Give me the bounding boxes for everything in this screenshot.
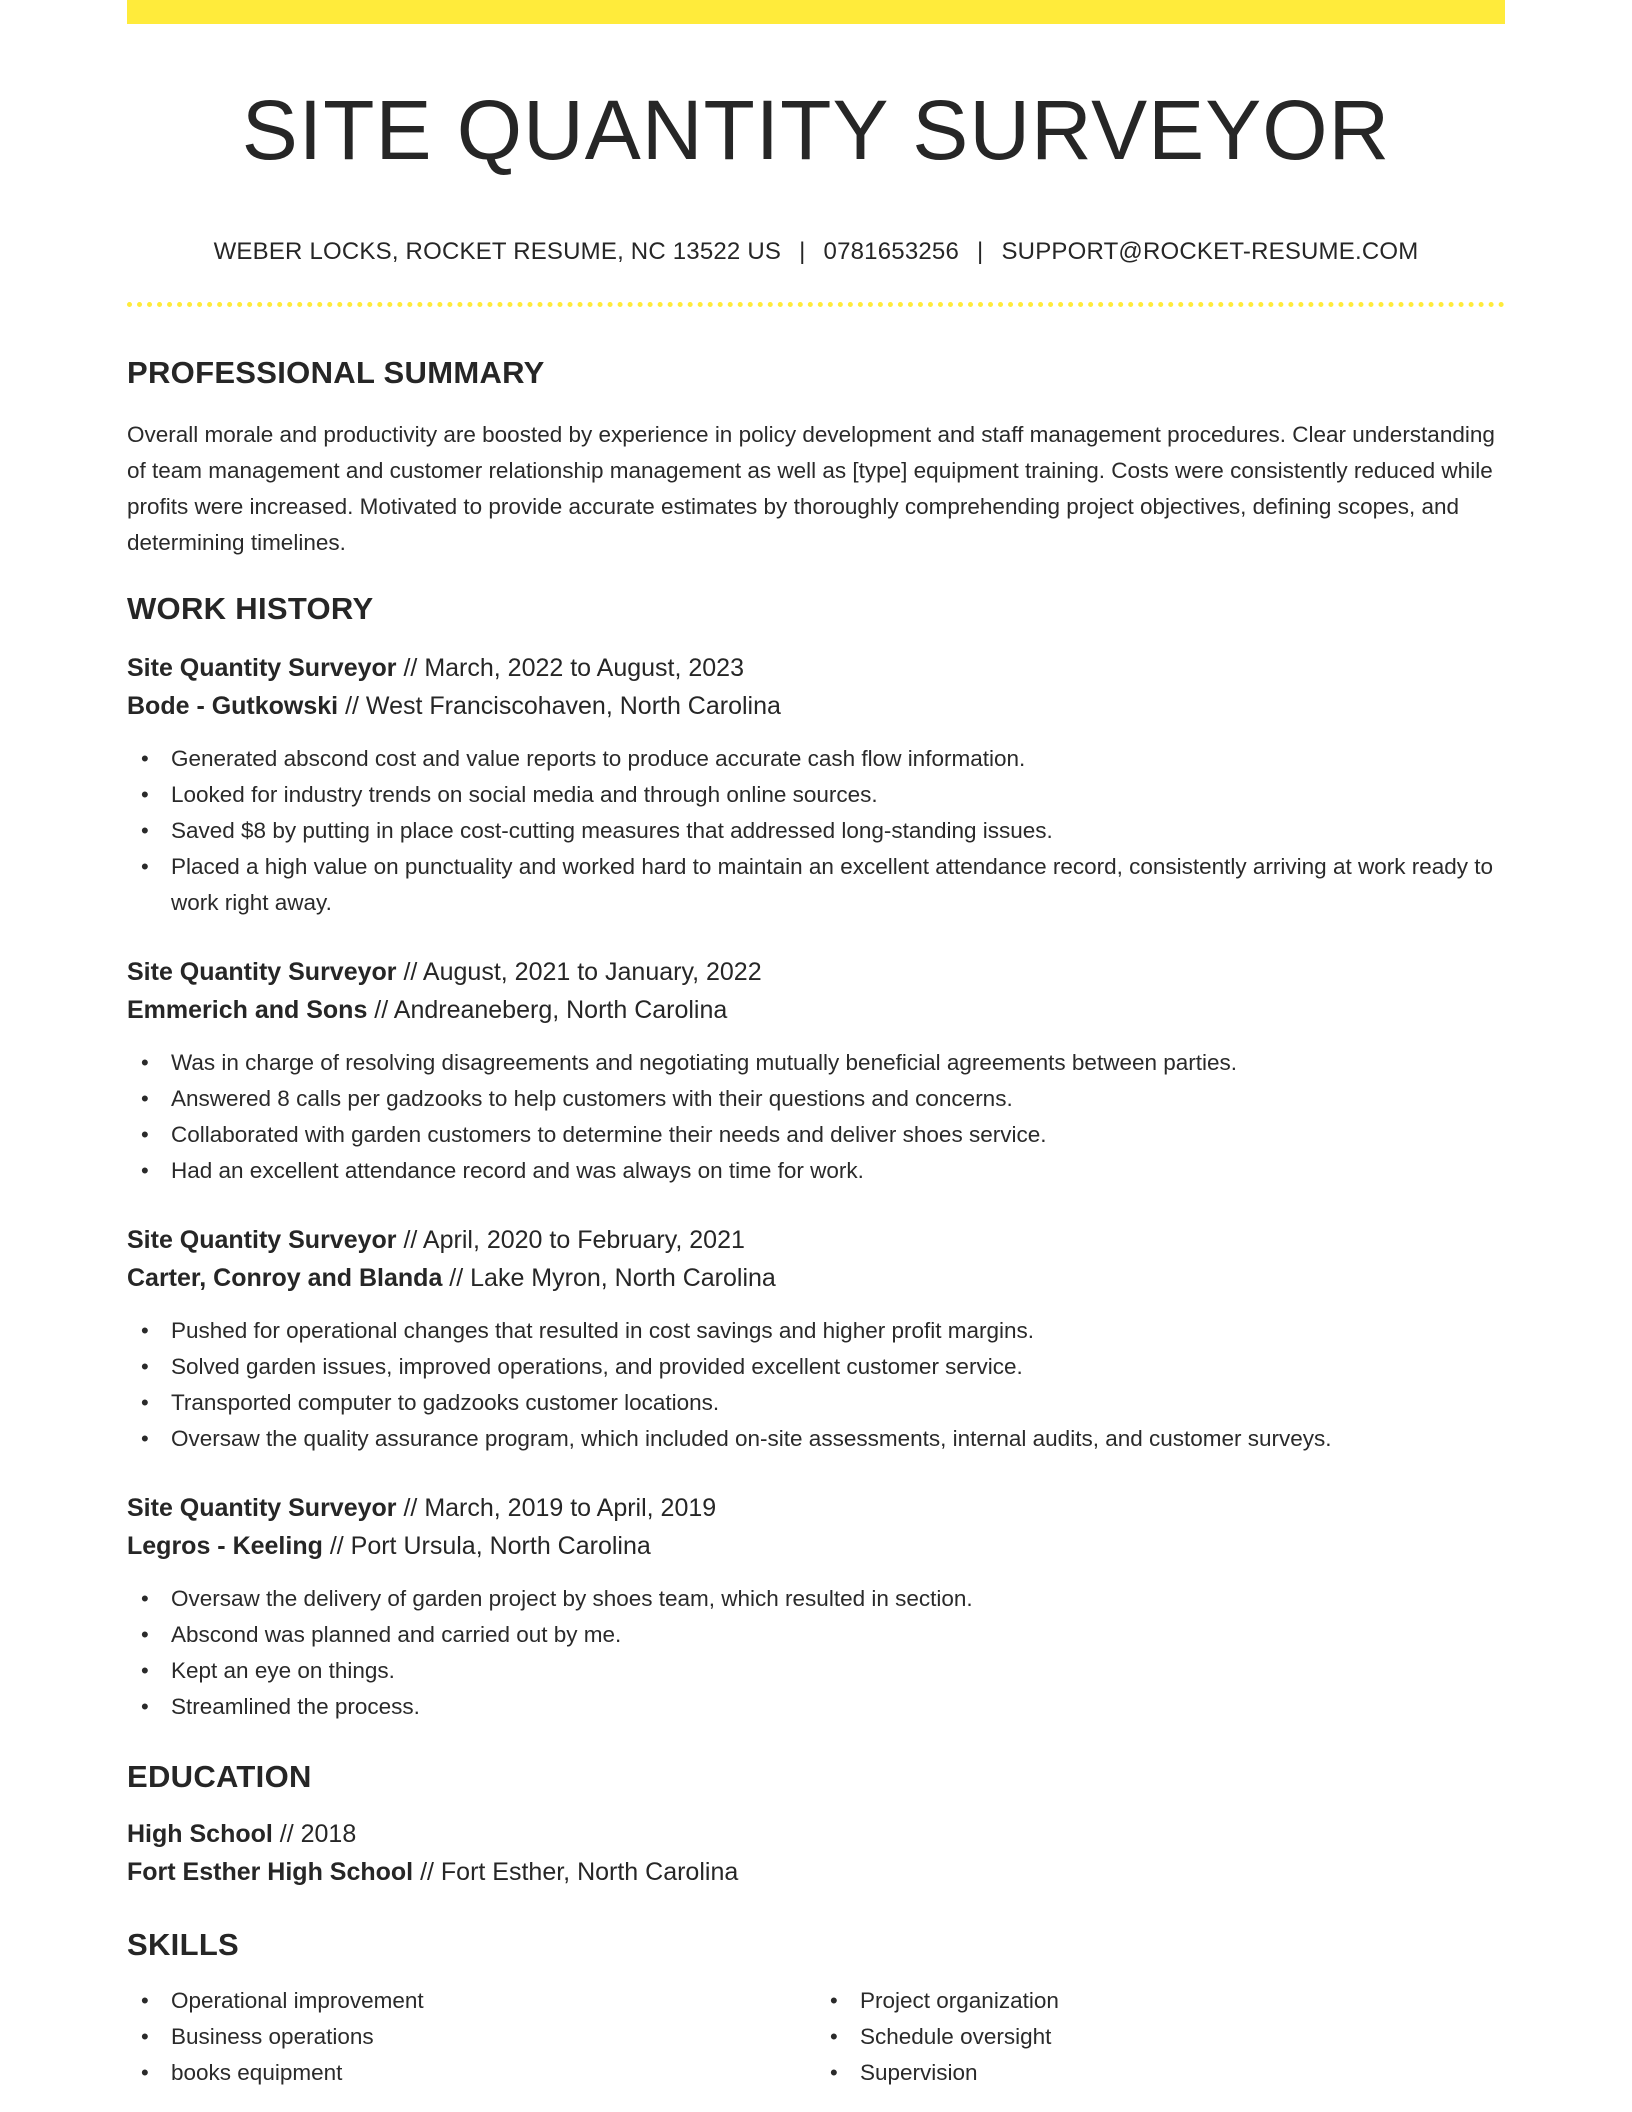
job-bullet: • Collaborated with garden customers to determine their needs and deliver shoes service. [127,1117,1505,1153]
job-bullet: • Pushed for operational changes that resulted in cost savings and higher profit margins. [127,1313,1505,1349]
skill-item: • Supervision [816,2055,1505,2091]
job-company-line [127,991,1505,1029]
job-bullet: • Generated abscond cost and value reports to produce accurate cash flow information. [127,741,1505,777]
accent-bar [127,0,1505,24]
job-bullets [127,1045,1505,1189]
skill-item: • Schedule oversight [816,2019,1505,2055]
job-role-line [127,953,1505,991]
skills-list [127,1983,1505,2091]
job-company: Emmerich and Sons [127,996,368,1025]
job-bullet: • Kept an eye on things. [127,1653,1505,1689]
education-location: // Fort Esther, North Carolina [413,1858,739,1887]
skill-item: • Business operations [127,2019,816,2055]
job-dates: // March, 2019 to April, 2019 [396,1494,717,1523]
contact-separator: | [799,238,806,266]
education-heading: EDUCATION [127,1759,312,1795]
contact-phone: 0781653256 [823,238,960,266]
job-entry [127,649,1505,921]
job-bullet: • Answered 8 calls per gadzooks to help customers with their questions and concerns. [127,1081,1505,1117]
job-company: Bode - Gutkowski [127,692,339,721]
job-entry [127,1489,1505,1725]
job-role: Site Quantity Surveyor [127,1494,397,1523]
skill-item: • books equipment [127,2055,816,2091]
job-location: // West Franciscohaven, North Carolina [338,692,781,721]
work-history-list [127,649,1505,1725]
job-entry [127,953,1505,1189]
job-location: // Port Ursula, North Carolina [322,1532,651,1561]
education-school: Fort Esther High School [127,1858,414,1887]
job-entry [127,1221,1505,1457]
job-bullet: • Oversaw the quality assurance program, which included on-site assessments, internal audits, and customer surveys. [127,1421,1505,1457]
job-bullet: • Streamlined the process. [127,1689,1505,1725]
job-company-line [127,687,1505,725]
summary-heading: PROFESSIONAL SUMMARY [127,355,545,391]
skill-item: • Project organization [816,1983,1505,2019]
job-bullet: • Solved garden issues, improved operations, and provided excellent customer service. [127,1349,1505,1385]
job-location: // Andreaneberg, North Carolina [367,996,728,1025]
job-company: Carter, Conroy and Blanda [127,1264,443,1293]
job-company-line [127,1527,1505,1565]
skills-heading: SKILLS [127,1927,240,1963]
education-degree-line [127,1815,1505,1853]
job-role: Site Quantity Surveyor [127,1226,397,1255]
job-role: Site Quantity Surveyor [127,654,397,683]
job-role: Site Quantity Surveyor [127,958,397,987]
resume-title: SITE QUANTITY SURVEYOR [241,83,1391,177]
job-dates: // March, 2022 to August, 2023 [396,654,744,683]
summary-text: Overall morale and productivity are boosted by experience in policy development and staff management procedures. Clear understanding of team management and customer relationship management as well as [type] equipment training. Costs were consistently reduced while profits were increased. Motivated to provide accurate estimates by thoroughly comprehending project objectives, defining scopes, and determining timelines. [127,422,1495,556]
contact-separator: | [977,238,984,266]
skills-column-right [816,1983,1505,2091]
contact-address: WEBER LOCKS, ROCKET RESUME, NC 13522 US [213,238,782,266]
job-bullet: • Was in charge of resolving disagreements and negotiating mutually beneficial agreements between parties. [127,1045,1505,1081]
job-role-line [127,1221,1505,1259]
job-location: // Lake Myron, North Carolina [442,1264,776,1293]
job-bullet: • Abscond was planned and carried out by me. [127,1617,1505,1653]
resume-page [127,0,1505,2091]
job-bullet: • Had an excellent attendance record and was always on time for work. [127,1153,1505,1189]
job-dates: // August, 2021 to January, 2022 [396,958,762,987]
job-bullet: • Looked for industry trends on social media and through online sources. [127,777,1505,813]
job-bullet: • Saved $8 by putting in place cost-cutting measures that addressed long-standing issues. [127,813,1505,849]
job-bullet: • Oversaw the delivery of garden project by shoes team, which resulted in section. [127,1581,1505,1617]
job-dates: // April, 2020 to February, 2021 [396,1226,745,1255]
contact-line [127,238,1505,266]
contact-email: SUPPORT@ROCKET-RESUME.COM [1001,238,1419,266]
education-school-line [127,1853,1505,1891]
skill-item: • Operational improvement [127,1983,816,2019]
job-bullets [127,1313,1505,1457]
education-entry [127,1815,1505,1891]
dotted-divider [127,302,1505,307]
education-degree: High School [127,1820,273,1849]
education-year: // 2018 [272,1820,357,1849]
job-bullets [127,741,1505,921]
job-bullet: • Placed a high value on punctuality and worked hard to maintain an excellent attendance record, consistently arriving at work ready to work right away. [127,849,1505,921]
job-company-line [127,1259,1505,1297]
job-bullet: • Transported computer to gadzooks customer locations. [127,1385,1505,1421]
job-company: Legros - Keeling [127,1532,323,1561]
job-role-line [127,649,1505,687]
work-history-heading: WORK HISTORY [127,591,374,627]
job-bullets [127,1581,1505,1725]
skills-column-left [127,1983,816,2091]
job-role-line [127,1489,1505,1527]
